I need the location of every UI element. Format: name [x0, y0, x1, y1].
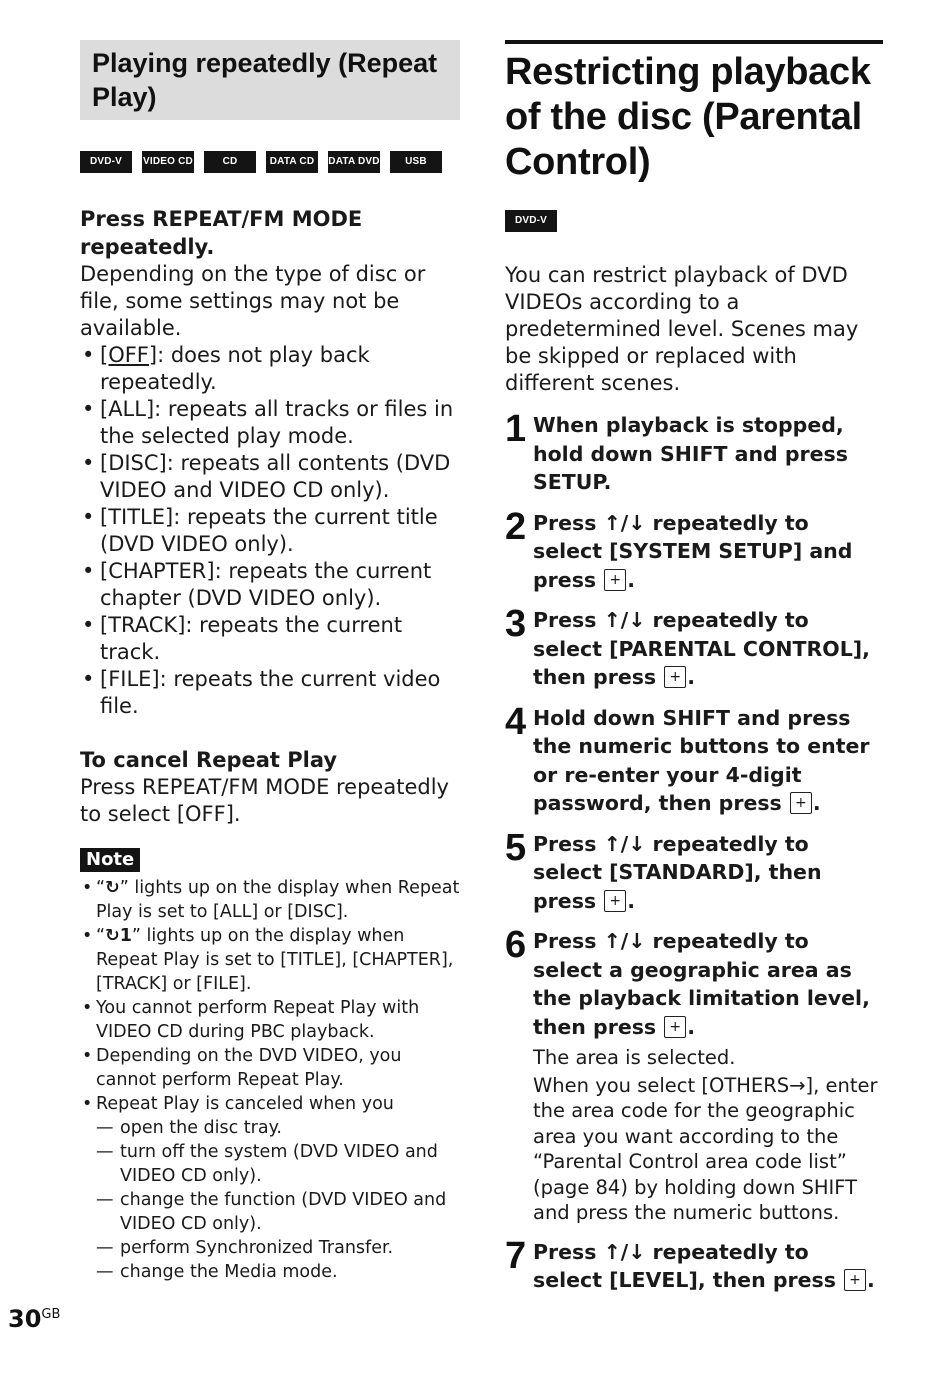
cancel-heading: To cancel Repeat Play	[80, 748, 338, 772]
badge-data-dvd: DATA DVD	[328, 151, 380, 173]
step-3	[505, 603, 883, 692]
note-label: Note	[80, 848, 140, 872]
step-text: Press ↑/↓ repeatedly to select [PARENTAL CONTROL], then press	[533, 608, 870, 689]
list-item: — change the Media mode.	[96, 1260, 460, 1284]
step-text: Hold down SHIFT and press the numeric buttons to enter or re-enter your 4-digit password, then press	[533, 705, 870, 815]
option-key: [TITLE]	[100, 505, 174, 529]
intro-text: You can restrict playback of DVD VIDEOs according to a predetermined level. Scenes may be skipped or replaced with different scenes.	[505, 263, 859, 395]
step-1	[505, 408, 883, 497]
repeat-icon: ↻	[105, 878, 120, 898]
repeat-options-list	[80, 342, 460, 720]
list-item	[80, 342, 460, 396]
list-item: — turn off the system (DVD VIDEO and VIDEO CD only).	[96, 1140, 460, 1188]
step-note: When you select [OTHERS→], enter the area code for the geographic area you want according to the “Parental Control area code list” (page 84) by holding down SHIFT and press the numeric buttons.	[533, 1073, 878, 1224]
option-key: [FILE]	[100, 667, 160, 691]
quote-open: “	[96, 926, 106, 946]
option-desc: : repeats all tracks or files in the selected play mode.	[100, 397, 454, 448]
enter-button-icon	[664, 666, 686, 688]
step-number: 1	[505, 408, 527, 450]
step-text: When playback is stopped, hold down SHIFT and press SETUP.	[533, 413, 848, 494]
page-locale-suffix: GB	[41, 1307, 61, 1322]
media-badges	[80, 151, 460, 173]
step-number: 4	[505, 700, 527, 743]
parental-control-section	[505, 40, 883, 1295]
step-7	[505, 1234, 883, 1295]
step-number: 3	[505, 603, 527, 645]
option-key: [CHAPTER]	[100, 559, 215, 583]
option-desc: : repeats the current title (DVD VIDEO only).	[100, 505, 438, 556]
option-key: [TRACK]	[100, 613, 186, 637]
step-note: The area is selected.	[533, 1046, 736, 1069]
badge-dvd-v: DVD-V	[80, 151, 132, 173]
step-suffix: .	[867, 1268, 875, 1292]
list-item: — change the function (DVD VIDEO and VIDEO CD only).	[96, 1188, 460, 1236]
step-suffix: .	[627, 567, 636, 592]
section-title-box	[80, 40, 460, 120]
list-item	[80, 876, 460, 924]
option-desc: : does not play back repeatedly.	[100, 343, 370, 394]
enter-button-icon	[664, 1016, 686, 1038]
step-text: Press ↑/↓ repeatedly to select [LEVEL], then press	[533, 1239, 844, 1292]
intro-text: Depending on the type of disc or file, some settings may not be available.	[80, 262, 426, 340]
step-text: Press ↑/↓ repeatedly to select a geographic area as the playback limitation level, then press	[533, 929, 870, 1039]
enter-button-icon	[604, 569, 626, 591]
enter-button-icon	[604, 890, 626, 912]
list-item	[80, 504, 460, 558]
cancel-reasons-list	[96, 1116, 460, 1284]
step-4	[505, 700, 883, 818]
list-item	[80, 396, 460, 450]
section-divider	[505, 40, 883, 44]
list-item	[80, 450, 460, 504]
enter-button-icon	[844, 1269, 866, 1291]
section-title: Playing repeatedly (Repeat Play)	[92, 48, 438, 112]
option-desc: : repeats the current track.	[100, 613, 403, 664]
step-suffix: .	[812, 791, 821, 815]
list-item: — open the disc tray.	[96, 1116, 460, 1140]
list-item	[80, 612, 460, 666]
notes-list	[80, 876, 460, 1284]
list-item	[80, 924, 460, 996]
badge-dvd-v: DVD-V	[505, 210, 557, 232]
badge-cd: CD	[204, 151, 256, 173]
page-number-value: 30	[8, 1305, 42, 1333]
list-item	[80, 996, 460, 1044]
step-text: Press ↑/↓ repeatedly to select [STANDARD], then press	[533, 831, 822, 913]
step-6	[505, 924, 883, 1226]
step-suffix: .	[687, 1014, 696, 1039]
note-text: You cannot perform Repeat Play with VIDEO CD during PBC playback.	[96, 998, 420, 1042]
step-number: 7	[505, 1234, 527, 1277]
step-number: 6	[505, 924, 527, 966]
step-number: 5	[505, 826, 527, 869]
note-text: ” lights up on the display when Repeat Play is set to [ALL] or [DISC].	[96, 878, 460, 922]
option-desc: : repeats the current chapter (DVD VIDEO only).	[100, 559, 432, 610]
list-item	[80, 666, 460, 720]
list-item: — perform Synchronized Transfer.	[96, 1236, 460, 1260]
list-item	[80, 1092, 460, 1284]
note-text: Depending on the DVD VIDEO, you cannot perform Repeat Play.	[96, 1046, 402, 1090]
badge-usb: USB	[390, 151, 442, 173]
step-number: 2	[505, 505, 527, 548]
quote-open: “	[96, 878, 106, 898]
option-key: [ALL]	[100, 397, 155, 421]
step-suffix: .	[627, 888, 636, 913]
page-title: Restricting playback of the disc (Parental Control)	[505, 51, 871, 183]
cancel-text: Press REPEAT/FM MODE repeatedly to select [OFF].	[80, 775, 449, 826]
option-desc: : repeats all contents (DVD VIDEO and VIDEO CD only).	[100, 451, 451, 502]
option-key: [DISC]	[100, 451, 167, 475]
list-item	[80, 1044, 460, 1092]
option-key: [OFF]	[100, 343, 158, 367]
list-item	[80, 558, 460, 612]
page-number	[8, 1300, 60, 1334]
option-desc: : repeats the current video file.	[100, 667, 441, 718]
note-text: Repeat Play is canceled when you	[96, 1094, 394, 1114]
step-5	[505, 826, 883, 916]
repeat-play-section	[80, 40, 460, 1284]
step-suffix: .	[687, 665, 696, 689]
note-text: ” lights up on the display when Repeat Play is set to [TITLE], [CHAPTER], [TRACK] or [FILE].	[96, 926, 454, 994]
lead-instruction: Press REPEAT/FM MODE repeatedly.	[80, 207, 363, 259]
repeat-one-icon: ↻1	[105, 926, 132, 946]
step-2	[505, 505, 883, 595]
enter-button-icon	[790, 792, 812, 814]
badge-video-cd: VIDEO CD	[142, 151, 194, 173]
badge-data-cd: DATA CD	[266, 151, 318, 173]
step-text: Press ↑/↓ repeatedly to select [SYSTEM SETUP] and press	[533, 510, 853, 592]
